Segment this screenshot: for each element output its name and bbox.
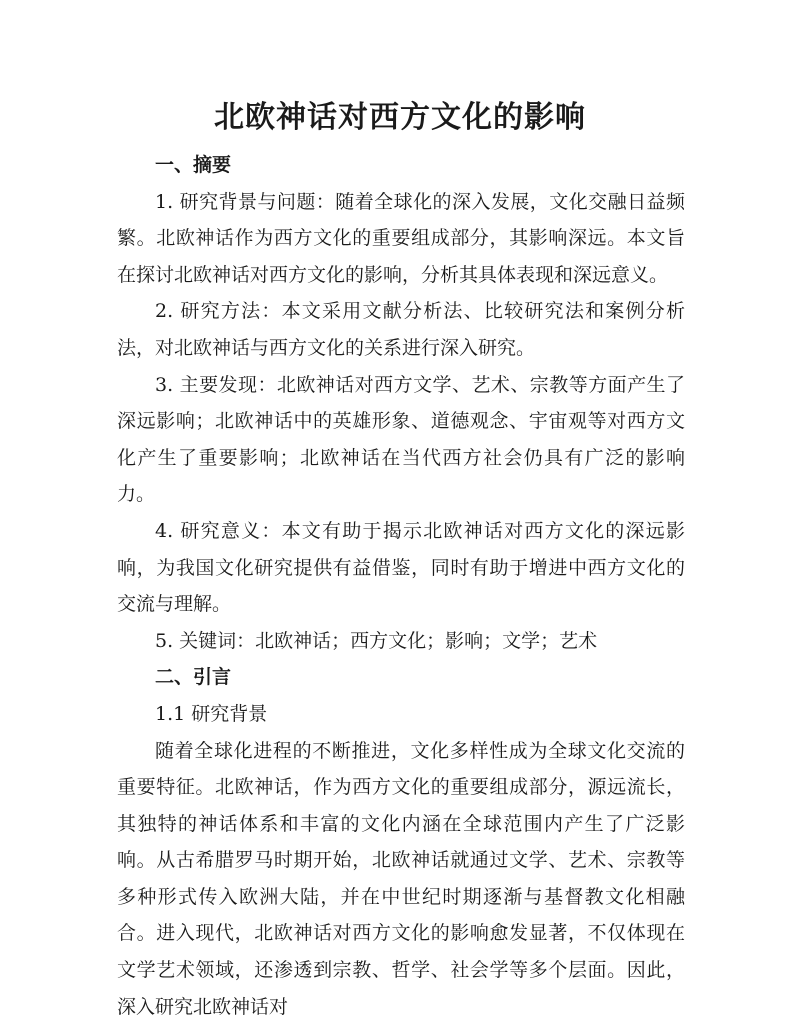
abstract-item-5-keywords: 5. 关键词：北欧神话；西方文化；影响；文学；艺术	[155, 629, 598, 652]
introduction-heading: 二、引言	[155, 666, 232, 689]
abstract-item-2: 2. 研究方法：本文采用文献分析法、比较研究法和案例分析法，对北欧神话与西方文化的关系进行深入研究。	[117, 300, 685, 359]
abstract-item-4: 4. 研究意义：本文有助于揭示北欧神话对西方文化的深远影响，为我国文化研究提供有益借鉴，同时有助于增进中西方文化的交流与理解。	[117, 519, 685, 616]
research-background-paragraph: 随着全球化进程的不断推进，文化多样性成为全球文化交流的重要特征。北欧神话，作为西方文化的重要组成部分，源远流长，其独特的神话体系和丰富的文化内涵在全球范围内产生了广泛影响。从古希腊罗马时期开始，北欧神话就通过文学、艺术、宗教等多种形式传入欧洲大陆，并在中世纪时期逐渐与基督教文化相融合。进入现代，北欧神话对西方文化的影响愈发显著，不仅体现在文学艺术领域，还渗透到宗教、哲学、社会学等多个层面。因此，深入研究北欧神话对	[117, 739, 685, 1018]
abstract-item-1: 1. 研究背景与问题：随着全球化的深入发展，文化交融日益频繁。北欧神话作为西方文化的重要组成部分，其影响深远。本文旨在探讨北欧神话对西方文化的影响，分析其具体表现和深远意义。	[117, 190, 685, 286]
research-background-subheading: 1.1 研究背景	[155, 702, 268, 725]
document-title: 北欧神话对西方文化的影响	[214, 100, 586, 135]
abstract-heading: 一、摘要	[155, 154, 232, 176]
document-body	[117, 147, 685, 1025]
abstract-item-3: 3. 主要发现：北欧神话对西方文学、艺术、宗教等方面产生了深远影响；北欧神话中的英雄形象、道德观念、宇宙观等对西方文化产生了重要影响；北欧神话在当代西方社会仍具有广泛的影响力。	[117, 373, 685, 506]
